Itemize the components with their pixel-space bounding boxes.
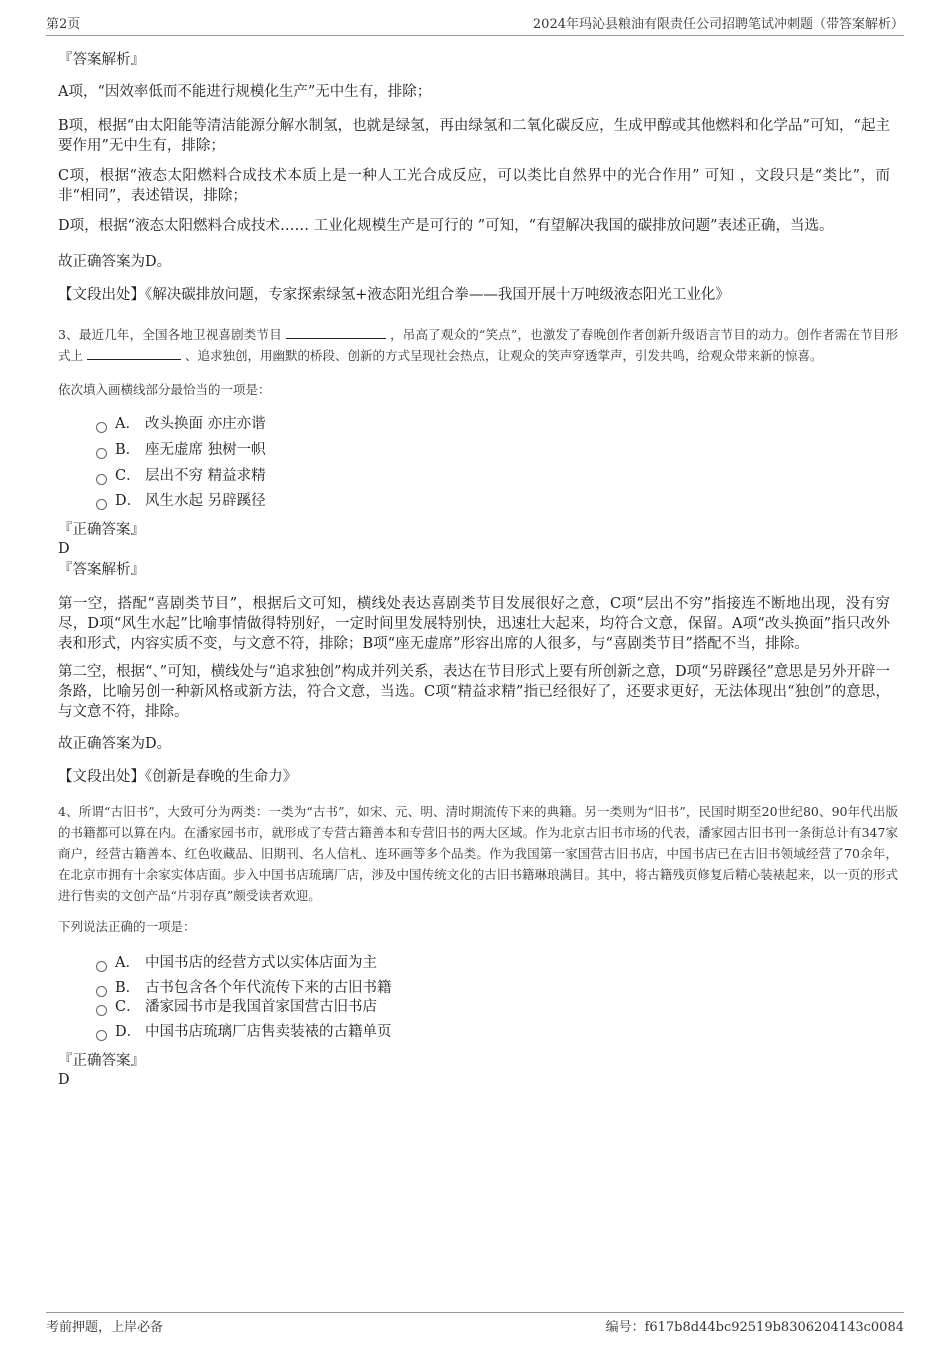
q3-option-b[interactable]: B． 座无虚席 独树一帜 bbox=[96, 440, 266, 460]
radio-icon[interactable] bbox=[96, 448, 107, 459]
q2-analysis-a: A项，“因效率低而不能进行规模化生产”无中生有，排除； bbox=[58, 84, 432, 100]
q2-analysis-c: C项，根据“液态太阳燃料合成技术本质上是一种人工光合成反应，可以类比自然界中的光合作用” 可知 ，文段只是“类比”，而非“相同”，表述错误，排除； bbox=[58, 168, 890, 204]
radio-icon[interactable] bbox=[96, 499, 107, 510]
q3-conclusion: 故正确答案为D。 bbox=[58, 736, 172, 752]
radio-icon[interactable] bbox=[96, 1030, 107, 1041]
q3-option-d[interactable]: D． 风生水起 另辟蹊径 bbox=[96, 491, 266, 511]
q2-analysis-b: B项，根据“由太阳能等清洁能源分解水制氢，也就是绿氢，再由绿氢和二氧化碳反应，生成甲醇或其他燃料和化学品”可知，“起主要作用”无中生有，排除； bbox=[58, 118, 890, 154]
radio-icon[interactable] bbox=[96, 422, 107, 433]
q4-prompt: 下列说法正确的一项是： bbox=[58, 919, 196, 934]
q2-conclusion: 故正确答案为D。 bbox=[58, 254, 172, 270]
q2-source: 【文段出处】《解决碳排放问题，专家探索绿氢+液态阳光组合拳——我国开展十万吨级液态阳光工业化》 bbox=[58, 287, 730, 303]
q4-answer: D bbox=[58, 1072, 70, 1088]
q4-option-d[interactable]: D． 中国书店琉璃厂店售卖装裱的古籍单页 bbox=[96, 1022, 392, 1042]
q3-answer: D bbox=[58, 541, 70, 557]
q3-analysis-1: 第一空，搭配“喜剧类节目”，根据后文可知，横线处表达喜剧类节目发展很好之意，C项“层出不穷”指接连不断地出现，没有穷尽，D项“风生水起”比喻事情做得特别好，一定时间里发展特别快，迅速壮大起来，均符合文意，保留。A项“改头换面”指只改外表和形式，内容实质不变，与文意不符，排除；B项“座无虚席”形容出席的人很多，与“喜剧类节目”搭配不当，排除。 bbox=[58, 596, 890, 652]
page-footer bbox=[46, 1312, 904, 1335]
q4-option-b[interactable]: B． 古书包含各个年代流传下来的古旧书籍 bbox=[96, 978, 392, 998]
q2-analysis-heading: 『答案解析』 bbox=[58, 52, 145, 68]
q3-source: 【文段出处】《创新是春晚的生命力》 bbox=[58, 769, 298, 785]
page-number: 第2页 bbox=[46, 17, 81, 32]
q3-prompt: 依次填入画横线部分最恰当的一项是： bbox=[58, 382, 271, 397]
radio-icon[interactable] bbox=[96, 961, 107, 972]
radio-icon[interactable] bbox=[96, 474, 107, 485]
radio-icon[interactable] bbox=[96, 986, 107, 997]
footer-serial: 编号：f617b8d44bc92519b8306204143c0084 bbox=[605, 1320, 904, 1335]
footer-slogan: 考前押题，上岸必备 bbox=[46, 1320, 164, 1335]
q4-option-c[interactable]: C． 潘家园书市是我国首家国营古旧书店 bbox=[96, 997, 377, 1017]
q4-answer-heading: 『正确答案』 bbox=[58, 1053, 145, 1069]
q3-answer-heading: 『正确答案』 bbox=[58, 522, 145, 538]
q4-stem: 4、所谓“古旧书”，大致可分为两类：一类为“古书”，如宋、元、明、清时期流传下来的典籍。另一类则为“旧书”，民国时期至20世纪80、90年代出版的书籍都可以算在内。在潘家园书市，就形成了专营古籍善本和专营旧书的两大区域。作为北京古旧书市场的代表，潘家园古旧书刊一条街总计有347家商户，经营古籍善本、红色收藏品、旧期刊、名人信札、连环画等多个品类。作为我国第一家国营古旧书店，中国书店已在古旧书领域经营了70余年，在北京市拥有十余家实体店面。步入中国书店琉璃厂店，涉及中国传统文化的古旧书籍琳琅满目。其中，将古籍残页修复后精心装裱起来，以一页的形式进行售卖的文创产品“片羽存真”颇受读者欢迎。 bbox=[58, 804, 898, 903]
q3-stem bbox=[58, 324, 898, 366]
q3-analysis-2: 第二空，根据“、”可知，横线处与“追求独创”构成并列关系，表达在节目形式上要有所创新之意，D项“另辟蹊径”意思是另外开辟一条路，比喻另创一种新风格或新方法，符合文意，当选。C项“精益求精”指已经很好了，还要求更好，无法体现出“独创”的意思，与文意不符，排除。 bbox=[58, 664, 890, 720]
q3-stem-part3: 、追求独创，用幽默的桥段、创新的方式呈现社会热点，让观众的笑声穿透掌声，引发共鸣，给观众带来新的惊喜。 bbox=[185, 348, 823, 363]
q3-option-a[interactable]: A． 改头换面 亦庄亦谐 bbox=[96, 414, 266, 434]
page-header bbox=[46, 12, 904, 36]
q3-analysis-heading: 『答案解析』 bbox=[58, 562, 145, 578]
q4-option-a[interactable]: A． 中国书店的经营方式以实体店面为主 bbox=[96, 953, 377, 973]
document-title: 2024年玛沁县粮油有限责任公司招聘笔试冲刺题（带答案解析） bbox=[532, 17, 904, 32]
q3-blank-1 bbox=[286, 326, 386, 339]
q3-stem-part2: ，吊高了观众的“笑点”，也激发了春晚创作者创新升级语言节目的动力。创作者需在节目形式上 bbox=[58, 327, 898, 363]
q2-analysis-d: D项，根据“液态太阳燃料合成技术…… 工业化规模生产是可行的 ”可知，“有望解决我国的碳排放问题”表述正确，当选。 bbox=[58, 218, 834, 234]
q3-stem-part1: 3、最近几年，全国各地卫视喜剧类节目 bbox=[58, 327, 282, 342]
q3-blank-2 bbox=[87, 347, 181, 360]
q3-option-c[interactable]: C． 层出不穷 精益求精 bbox=[96, 466, 266, 486]
radio-icon[interactable] bbox=[96, 1005, 107, 1016]
